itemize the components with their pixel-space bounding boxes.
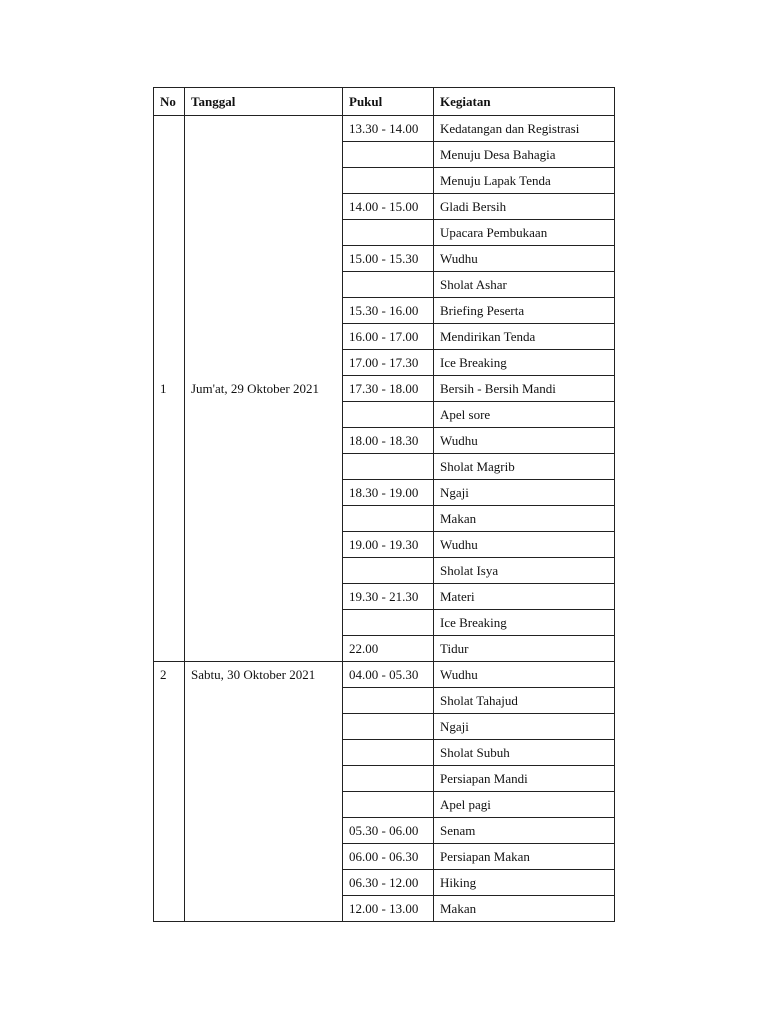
activity-cell: Sholat Magrib	[434, 454, 615, 480]
activity-cell: Senam	[434, 818, 615, 844]
activity-cell: Ice Breaking	[434, 610, 615, 636]
activity-cell: Makan	[434, 506, 615, 532]
time-cell: 12.00 - 13.00	[343, 896, 434, 922]
activity-cell: Apel pagi	[434, 792, 615, 818]
time-cell	[343, 740, 434, 766]
schedule-header	[154, 88, 615, 116]
activity-cell: Hiking	[434, 870, 615, 896]
time-cell: 06.30 - 12.00	[343, 870, 434, 896]
time-cell	[343, 610, 434, 636]
day-date: Sabtu, 30 Oktober 2021	[185, 662, 343, 922]
time-cell	[343, 688, 434, 714]
time-cell	[343, 766, 434, 792]
schedule-body	[154, 116, 615, 922]
activity-cell: Persiapan Makan	[434, 844, 615, 870]
table-row	[154, 662, 615, 688]
time-cell: 19.00 - 19.30	[343, 532, 434, 558]
time-cell: 18.00 - 18.30	[343, 428, 434, 454]
header-time: Pukul	[343, 88, 434, 116]
activity-cell: Wudhu	[434, 246, 615, 272]
activity-cell: Wudhu	[434, 662, 615, 688]
activity-cell: Ngaji	[434, 480, 615, 506]
activity-cell: Gladi Bersih	[434, 194, 615, 220]
time-cell: 17.00 - 17.30	[343, 350, 434, 376]
day-number: 2	[154, 662, 185, 922]
time-cell: 15.00 - 15.30	[343, 246, 434, 272]
time-cell	[343, 454, 434, 480]
time-cell	[343, 714, 434, 740]
activity-cell: Wudhu	[434, 532, 615, 558]
activity-cell: Upacara Pembukaan	[434, 220, 615, 246]
time-cell	[343, 142, 434, 168]
time-cell: 05.30 - 06.00	[343, 818, 434, 844]
time-cell: 16.00 - 17.00	[343, 324, 434, 350]
time-cell: 19.30 - 21.30	[343, 584, 434, 610]
activity-cell: Sholat Isya	[434, 558, 615, 584]
activity-cell: Ice Breaking	[434, 350, 615, 376]
activity-cell: Ngaji	[434, 714, 615, 740]
time-cell: 18.30 - 19.00	[343, 480, 434, 506]
time-cell	[343, 168, 434, 194]
header-row	[154, 88, 615, 116]
activity-cell: Briefing Peserta	[434, 298, 615, 324]
time-cell: 15.30 - 16.00	[343, 298, 434, 324]
activity-cell: Sholat Subuh	[434, 740, 615, 766]
activity-cell: Wudhu	[434, 428, 615, 454]
activity-cell: Menuju Desa Bahagia	[434, 142, 615, 168]
activity-cell: Kedatangan dan Registrasi	[434, 116, 615, 142]
activity-cell: Sholat Tahajud	[434, 688, 615, 714]
time-cell	[343, 792, 434, 818]
time-cell: 14.00 - 15.00	[343, 194, 434, 220]
day-number: 1	[154, 116, 185, 662]
header-date: Tanggal	[185, 88, 343, 116]
activity-cell: Materi	[434, 584, 615, 610]
time-cell	[343, 558, 434, 584]
activity-cell: Persiapan Mandi	[434, 766, 615, 792]
table-row	[154, 116, 615, 142]
time-cell	[343, 272, 434, 298]
activity-cell: Tidur	[434, 636, 615, 662]
time-cell	[343, 220, 434, 246]
time-cell: 06.00 - 06.30	[343, 844, 434, 870]
time-cell: 22.00	[343, 636, 434, 662]
activity-cell: Sholat Ashar	[434, 272, 615, 298]
activity-cell: Makan	[434, 896, 615, 922]
time-cell: 04.00 - 05.30	[343, 662, 434, 688]
day-date: Jum'at, 29 Oktober 2021	[185, 116, 343, 662]
schedule-table	[153, 87, 615, 922]
header-no: No	[154, 88, 185, 116]
activity-cell: Mendirikan Tenda	[434, 324, 615, 350]
time-cell	[343, 402, 434, 428]
header-activity: Kegiatan	[434, 88, 615, 116]
time-cell: 17.30 - 18.00	[343, 376, 434, 402]
activity-cell: Bersih - Bersih Mandi	[434, 376, 615, 402]
time-cell: 13.30 - 14.00	[343, 116, 434, 142]
time-cell	[343, 506, 434, 532]
activity-cell: Apel sore	[434, 402, 615, 428]
activity-cell: Menuju Lapak Tenda	[434, 168, 615, 194]
